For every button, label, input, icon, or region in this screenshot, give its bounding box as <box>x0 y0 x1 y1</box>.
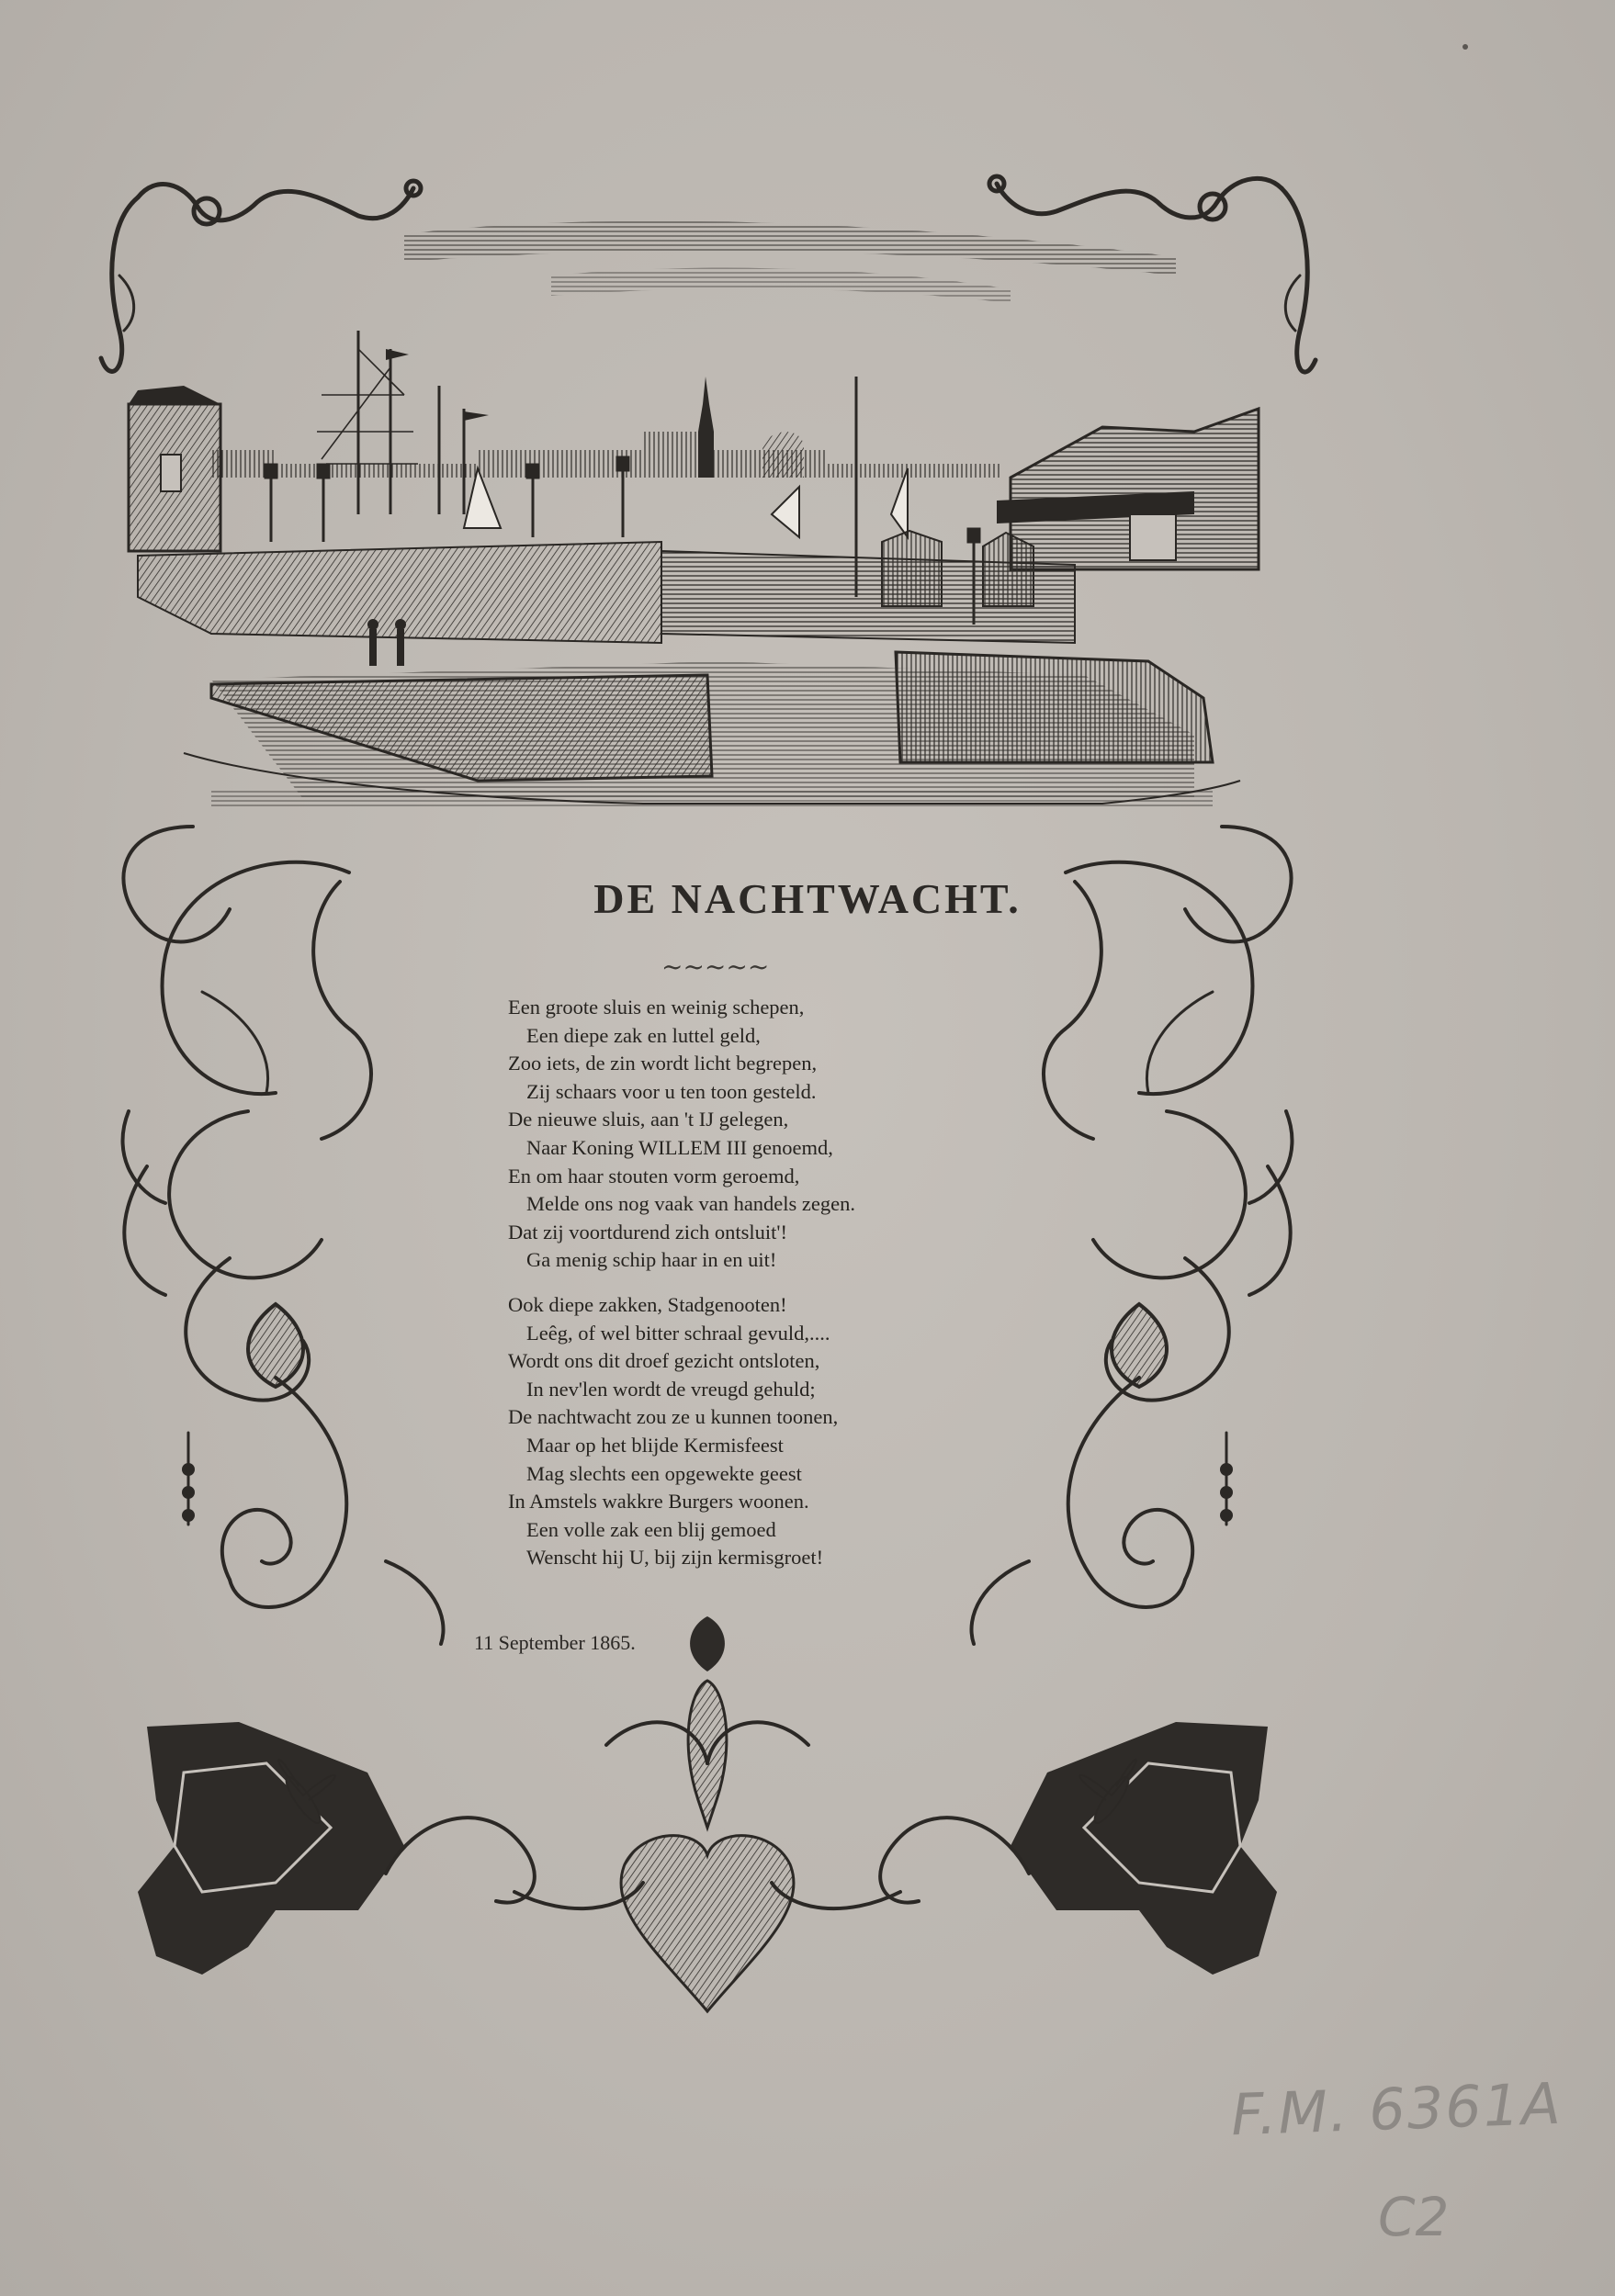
poem-line: Leêg, of wel bitter schraal gevuld,.... <box>526 1321 830 1345</box>
harbour-lock-engraving <box>129 221 1259 808</box>
poem-line: Zoo iets, de zin wordt licht begrepen, <box>508 1052 818 1075</box>
poem-line: Een diepe zak en luttel geld, <box>526 1023 761 1047</box>
poem-line: In Amstels wakkre Burgers woonen. <box>508 1490 809 1514</box>
bottom-scroll-ornament-icon <box>138 1616 1277 2011</box>
stanza-1 <box>508 994 1151 1275</box>
top-right-flourish-icon <box>989 176 1316 372</box>
poem-line: Mag slechts een opgewekte geest <box>526 1461 802 1485</box>
page-title: DE NACHTWACHT. <box>593 875 1022 922</box>
left-acanthus-ornament-icon <box>123 827 444 1644</box>
poem-line: En om haar stouten vorm geroemd, <box>508 1164 800 1187</box>
date-line: 11 September 1865. <box>474 1631 636 1654</box>
poem-line: Dat zij voortdurend zich ontsluit'! <box>508 1220 787 1244</box>
poem-line: Wordt ons dit droef gezicht ontsloten, <box>508 1349 820 1373</box>
pencil-reference: F.M. 6361A <box>1229 2069 1564 2149</box>
title-ornament: ~~~~~ <box>661 951 770 982</box>
poem-line: Een groote sluis en weinig schepen, <box>508 996 805 1019</box>
poem <box>508 994 1151 1589</box>
poem-line: Wenscht hij U, bij zijn kermisgroet! <box>526 1546 824 1570</box>
poem-line: Zij schaars voor u ten toon gesteld. <box>526 1079 817 1103</box>
poem-line: Maar op het blijde Kermisfeest <box>526 1433 784 1457</box>
pencil-code: C2 <box>1378 2186 1450 2248</box>
poem-line: In nev'len wordt de vreugd gehuld; <box>526 1377 816 1401</box>
poem-line: Naar Koning WILLEM III genoemd, <box>526 1135 833 1159</box>
poem-line: Ook diepe zakken, Stadgenooten! <box>508 1292 787 1316</box>
poem-line: De nieuwe sluis, aan 't IJ gelegen, <box>508 1108 789 1131</box>
stanza-2 <box>508 1291 1151 1572</box>
poem-line: Melde ons nog vaak van handels zegen. <box>526 1192 856 1216</box>
poem-line: Een volle zak een blij gemoed <box>526 1517 776 1541</box>
poem-line: De nachtwacht zou ze u kunnen toonen, <box>508 1405 839 1429</box>
top-left-flourish-icon <box>101 181 421 371</box>
poem-line: Ga menig schip haar in en uit! <box>526 1248 777 1272</box>
